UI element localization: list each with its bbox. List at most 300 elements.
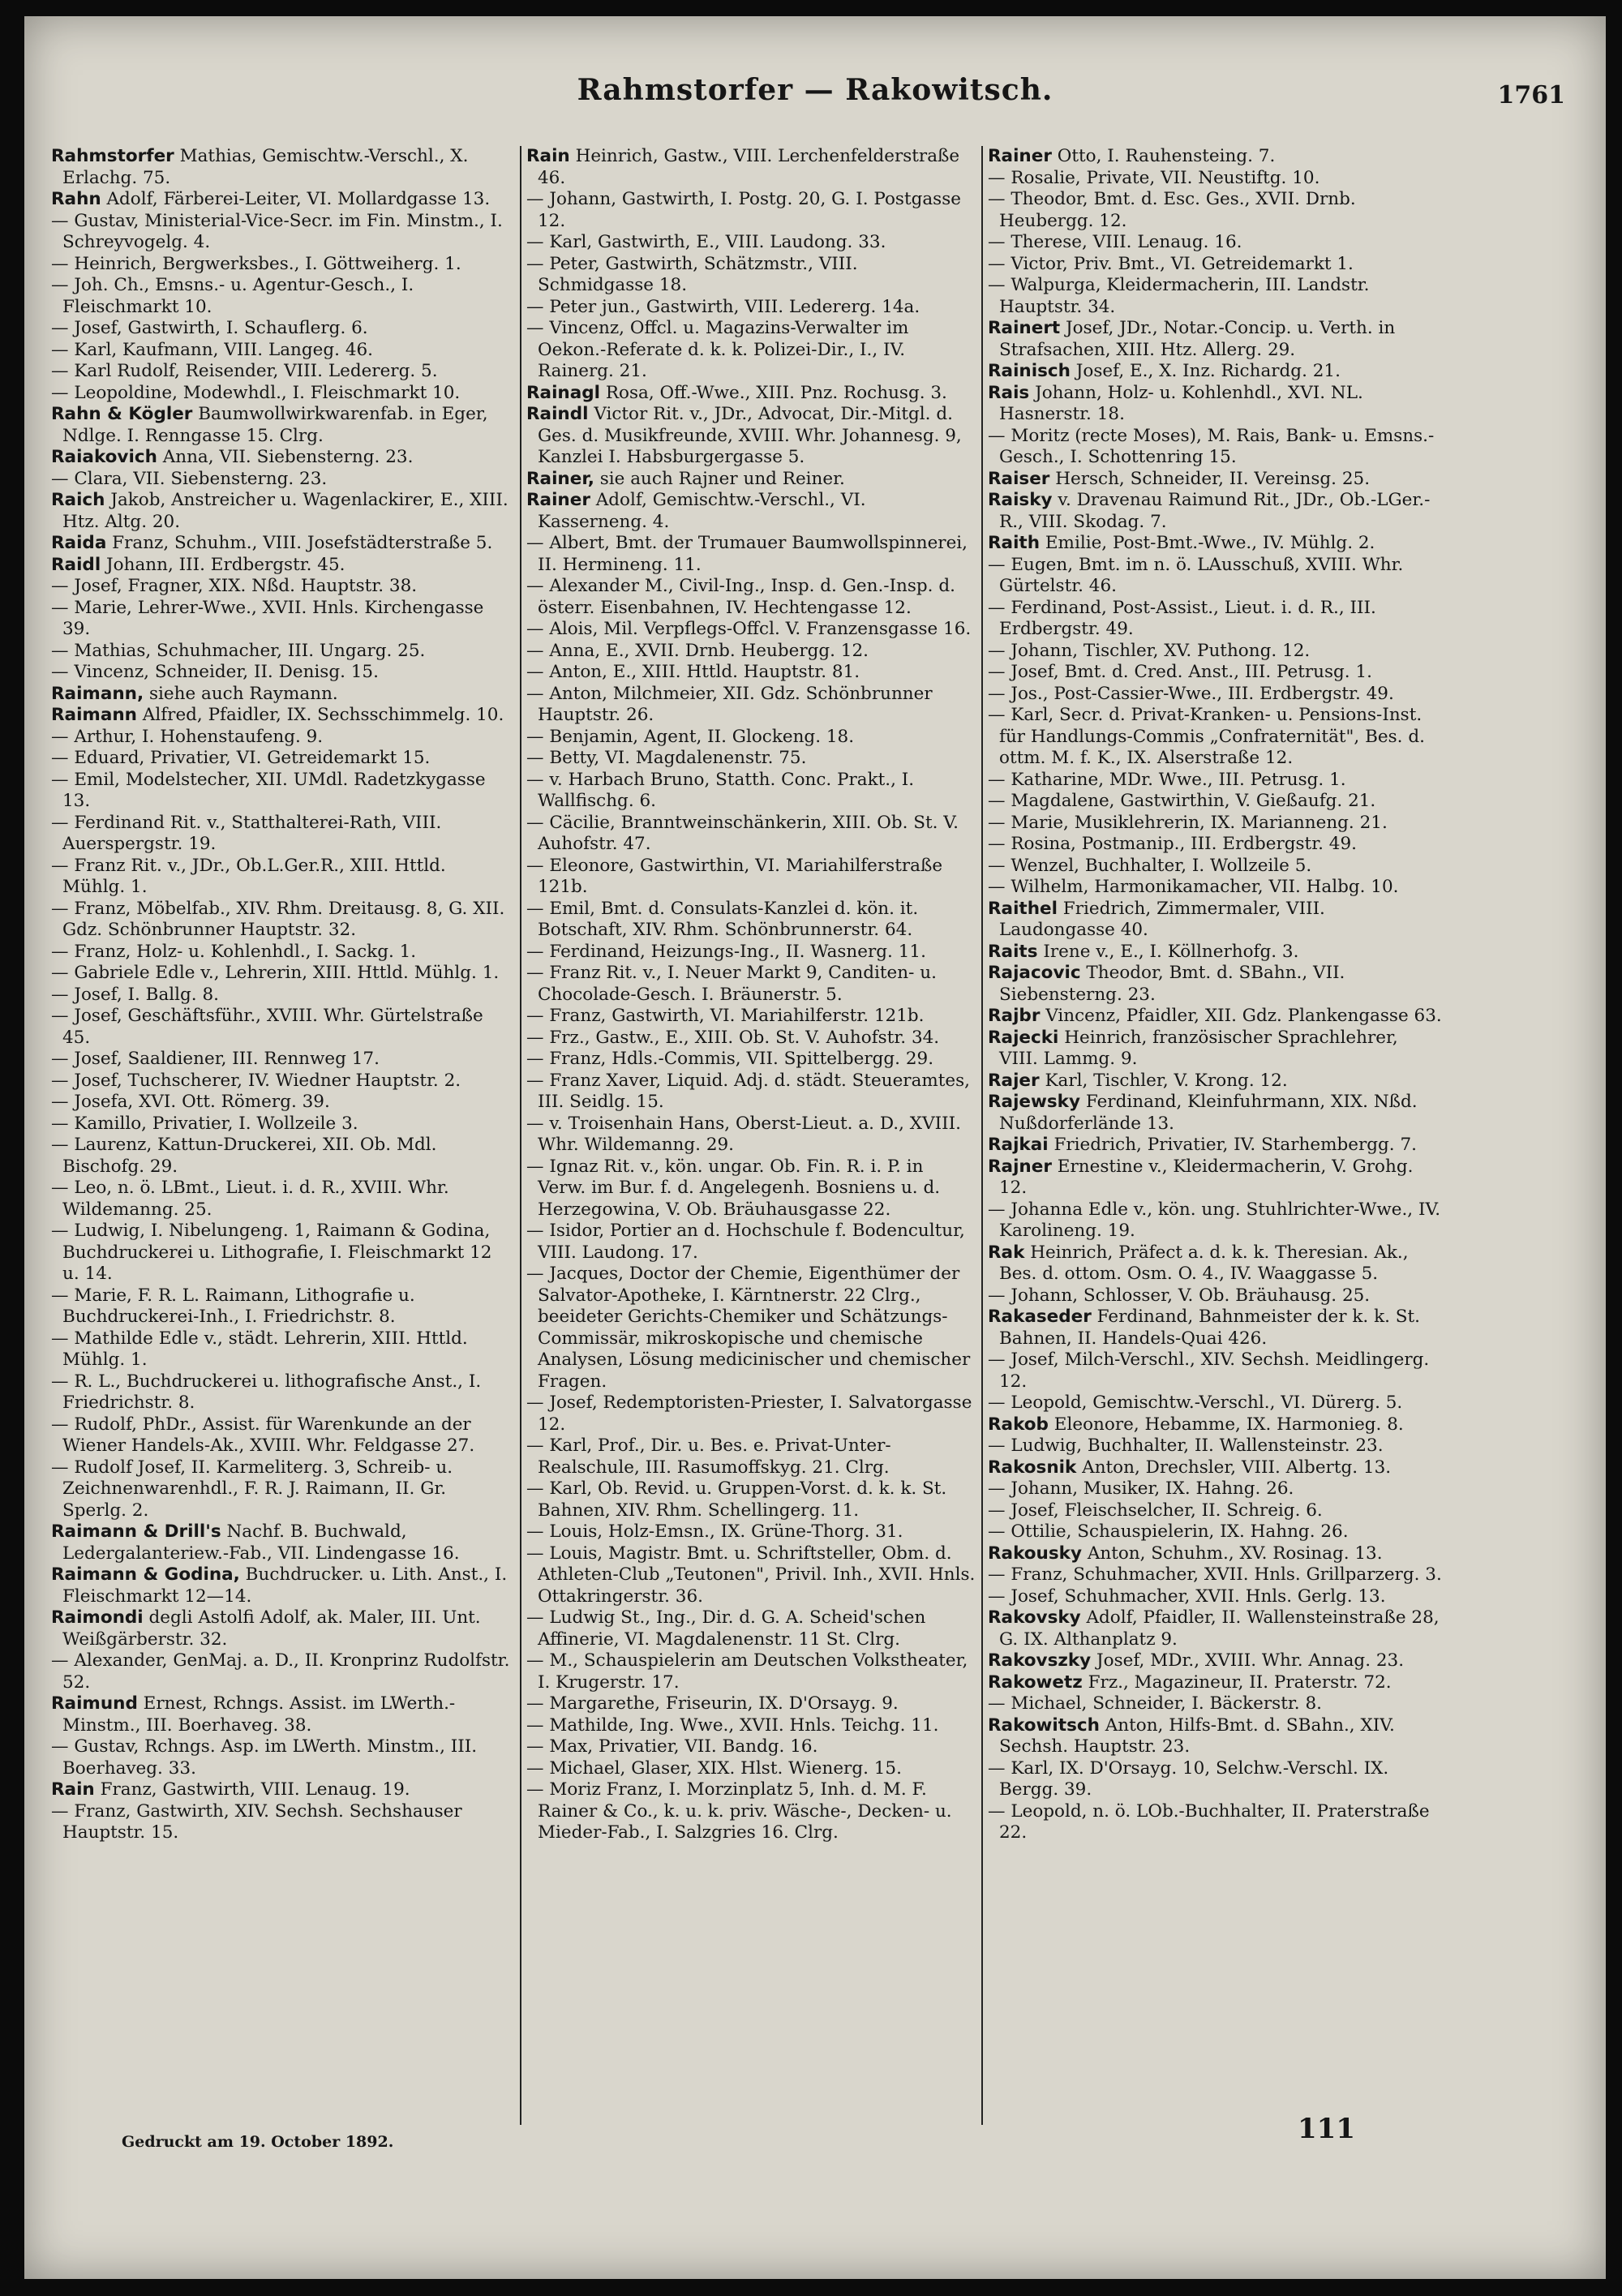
directory-entry xyxy=(988,1693,1442,1715)
directory-entry xyxy=(988,1478,1442,1500)
entry-details: — Emil, Bmt. d. Consulats-Kanzlei d. kön. it. Botschaft, XIV. Rhm. Schönbrunnerstr. 64. xyxy=(526,898,919,940)
directory-entry xyxy=(526,533,976,576)
entry-details: — Josefa, XVI. Ott. Römerg. 39. xyxy=(51,1092,330,1112)
directory-entry xyxy=(51,1285,512,1328)
entry-surname: Rajewsky xyxy=(988,1092,1080,1112)
directory-entry xyxy=(988,232,1442,254)
entry-details: — Ludwig, Buchhalter, II. Wallensteinstr. 23. xyxy=(988,1436,1384,1456)
directory-entry xyxy=(51,770,512,813)
entry-details: — Karl Rudolf, Reisender, VIII. Ledererg. 5. xyxy=(51,361,438,381)
entry-surname: Raidl xyxy=(51,554,101,575)
directory-entry xyxy=(526,1693,976,1715)
directory-entry xyxy=(988,1157,1442,1199)
directory-entry xyxy=(526,1521,976,1543)
entry-details: — Josef, Tuchscherer, IV. Wiedner Hauptstr. 2. xyxy=(51,1070,461,1091)
entry-surname: Rainisch xyxy=(988,361,1071,381)
directory-entry xyxy=(988,1521,1442,1543)
entry-details: — Michael, Schneider, I. Bäckerstr. 8. xyxy=(988,1693,1322,1714)
entry-surname: Raimann, xyxy=(51,683,144,704)
directory-entry xyxy=(51,555,512,577)
entry-details: — Michael, Glaser, XIX. Hlst. Wienerg. 15. xyxy=(526,1757,902,1779)
entry-details: — v. Troisenhain Hans, Oberst-Lieut. a. D., XVIII. Whr. Wildemanng. 29. xyxy=(526,1113,961,1155)
entry-details: — Ignaz Rit. v., kön. ungar. Ob. Fin. R. i. P. in Verw. im Bur. f. d. Angelegenh. Bosniens u. d. Herzegowina, V. Ob. Bräuhausgasse 22. xyxy=(526,1156,941,1220)
page-header xyxy=(24,73,1606,122)
entry-details: Ferdinand, Kleinfuhrmann, XIX. Nßd. Nußdorferlände 13. xyxy=(999,1092,1418,1134)
directory-entry xyxy=(51,1693,512,1736)
entry-details: — Magdalene, Gastwirthin, V. Gießaufg. 21. xyxy=(988,791,1376,811)
entry-surname: Raindl xyxy=(526,404,589,424)
directory-entry xyxy=(988,1543,1442,1565)
entry-details: — Leopold, Gemischtw.-Verschl., VI. Dürerg. 5. xyxy=(988,1393,1403,1413)
directory-entry xyxy=(988,942,1442,963)
entry-details: Anton, Drechsler, VIII. Albertg. 13. xyxy=(1076,1457,1392,1478)
directory-entry xyxy=(51,1414,512,1457)
directory-entry xyxy=(988,189,1442,232)
directory-entry xyxy=(51,1178,512,1221)
directory-entry xyxy=(526,469,976,491)
entry-details: — Josef, Gastwirth, I. Schauflerg. 6. xyxy=(51,318,368,338)
directory-entry xyxy=(988,254,1442,276)
entry-details: — Johann, Musiker, IX. Hahng. 26. xyxy=(988,1478,1294,1499)
directory-entry xyxy=(988,1307,1442,1350)
entry-details: — Wilhelm, Harmonikamacher, VII. Halbg. 10. xyxy=(988,877,1399,897)
entry-details: — Margarethe, Friseurin, IX. D'Orsayg. 9. xyxy=(526,1693,899,1714)
directory-entry xyxy=(988,1071,1442,1092)
entry-details: — Wenzel, Buchhalter, I. Wollzeile 5. xyxy=(988,855,1312,876)
entry-details: — M., Schauspielerin am Deutschen Volkstheater, I. Krugerstr. 17. xyxy=(526,1650,968,1693)
entry-surname: Raimund xyxy=(51,1693,138,1714)
directory-entry xyxy=(51,1049,512,1071)
entry-surname: Rahn & Kögler xyxy=(51,404,193,424)
directory-entry xyxy=(988,834,1442,856)
entry-surname: Raich xyxy=(51,490,105,510)
entry-details: — Franz, Schuhmacher, XVII. Hnls. Grillparzerg. 3. xyxy=(988,1564,1442,1585)
entry-surname: Raimann & Drill's xyxy=(51,1521,221,1542)
entry-details: — Franz, Gastwirth, XIV. Sechsh. Sechshauser Hauptstr. 15. xyxy=(51,1800,462,1843)
directory-entry xyxy=(988,1500,1442,1522)
directory-entry xyxy=(988,1092,1442,1135)
directory-entry xyxy=(51,490,512,533)
entry-surname: Rainagl xyxy=(526,382,601,403)
entry-surname: Rajkai xyxy=(988,1135,1049,1155)
entry-details: — Moriz Franz, I. Morzinplatz 5, Inh. d. M. F. Rainer & Co., k. u. k. priv. Wäsche-, Decken- u. Mieder-Fab., I. Salzgries 16. Clrg. xyxy=(526,1779,952,1843)
entry-details: — Franz Rit. v., I. Neuer Markt 9, Canditen- u. Chocolade-Gesch. I. Bräunerstr. 5. xyxy=(526,963,937,1005)
directory-entry xyxy=(51,1736,512,1779)
directory-entry xyxy=(526,146,976,189)
entry-details: — Albert, Bmt. der Trumauer Baumwollspinnerei, II. Hermineng. 11. xyxy=(526,533,968,575)
entry-surname: Rainer xyxy=(526,490,590,510)
entry-surname: Rakob xyxy=(988,1414,1049,1435)
directory-entry xyxy=(988,168,1442,190)
entry-details: siehe auch Raymann. xyxy=(144,683,338,704)
entry-details: — Gustav, Ministerial-Vice-Secr. im Fin. Minstm., I. Schreyvogelg. 4. xyxy=(51,210,503,252)
directory-entry xyxy=(51,1607,512,1650)
directory-entry xyxy=(51,1006,512,1049)
entry-details: — Louis, Magistr. Bmt. u. Schriftsteller, Obm. d. Athleten-Club „Teutonen", Privil. Inh., XVII. Hnls. Ottakringerstr. 36. xyxy=(526,1543,976,1607)
entry-surname: Rak xyxy=(988,1242,1025,1263)
directory-entry xyxy=(988,1801,1442,1844)
entry-details: v. Dravenau Raimund Rit., JDr., Ob.-LGer.-R., VIII. Skodag. 7. xyxy=(999,490,1431,532)
directory-entry xyxy=(526,1114,976,1157)
directory-entry xyxy=(51,383,512,405)
entry-details: Karl, Tischler, V. Krong. 12. xyxy=(1039,1070,1288,1091)
entry-details: Irene v., E., I. Köllnerhofg. 3. xyxy=(1037,941,1299,962)
entry-details: — Gustav, Rchngs. Asp. im LWerth. Minstm., III. Boerhaveg. 33. xyxy=(51,1736,478,1779)
entry-details: — Karl, IX. D'Orsayg. 10, Selchw.-Verschl. IX. Bergg. 39. xyxy=(988,1757,1389,1800)
entry-details: — Josef, Schuhmacher, XVII. Hnls. Gerlg. 13. xyxy=(988,1586,1386,1607)
entry-details: — Leo, n. ö. LBmt., Lieut. i. d. R., XVIII. Whr. Wildemanng. 25. xyxy=(51,1178,449,1220)
entry-details: — Louis, Holz-Emsn., IX. Grüne-Thorg. 31. xyxy=(526,1521,903,1542)
directory-entry xyxy=(988,1242,1442,1285)
entry-details: Friedrich, Zimmermaler, VIII. Laudongasse 40. xyxy=(999,898,1325,940)
entry-details: — Clara, VII. Siebensterng. 23. xyxy=(51,468,328,489)
entry-details: — Franz Xaver, Liquid. Adj. d. städt. Steueramtes, III. Seidlg. 15. xyxy=(526,1070,971,1112)
directory-entry xyxy=(51,1092,512,1114)
entry-surname: Rakosnik xyxy=(988,1457,1077,1478)
directory-entry xyxy=(526,748,976,770)
directory-entry xyxy=(988,1199,1442,1242)
entry-details: — Johann, Gastwirth, I. Postg. 20, G. I. Postgasse 12. xyxy=(526,189,961,231)
entry-details: — Ludwig St., Ing., Dir. d. G. A. Scheid'schen Affinerie, VI. Magdalenenstr. 11 St. Clrg. xyxy=(526,1607,926,1650)
entry-details: — Marie, Musiklehrerin, IX. Marianneng. 21. xyxy=(988,812,1388,833)
directory-entry xyxy=(526,1758,976,1780)
entry-details: Hersch, Schneider, II. Vereinsg. 25. xyxy=(1049,468,1371,489)
directory-entry xyxy=(51,533,512,555)
directory-page xyxy=(24,16,1606,2279)
entry-details: — Betty, VI. Magdalenenstr. 75. xyxy=(526,748,807,768)
entry-details: — Josef, Bmt. d. Cred. Anst., III. Petrusg. 1. xyxy=(988,662,1372,682)
directory-entry xyxy=(526,1436,976,1478)
entry-details: — Johann, Schlosser, V. Ob. Bräuhausg. 25. xyxy=(988,1285,1371,1306)
directory-entry xyxy=(988,1586,1442,1608)
directory-entry xyxy=(51,1779,512,1801)
entry-surname: Rajner xyxy=(988,1156,1052,1177)
directory-entry xyxy=(51,447,512,469)
directory-entry xyxy=(526,619,976,641)
entry-details: Ernestine v., Kleidermacherin, V. Grohg. 12. xyxy=(999,1156,1414,1198)
entry-details: — Anton, E., XIII. Httld. Hauptstr. 81. xyxy=(526,662,860,682)
directory-entry xyxy=(526,1221,976,1264)
entry-details: — Leopold, n. ö. LOb.-Buchhalter, II. Praterstraße 22. xyxy=(988,1800,1430,1843)
entry-details: Anna, VII. Siebensterng. 23. xyxy=(157,447,414,467)
directory-entry xyxy=(526,1715,976,1737)
entry-details: Otto, I. Rauhensteing. 7. xyxy=(1051,146,1276,166)
directory-entry xyxy=(988,963,1442,1006)
entry-surname: Raiakovich xyxy=(51,447,157,467)
directory-entry xyxy=(526,899,976,942)
entry-surname: Rajacovic xyxy=(988,963,1081,983)
directory-entry xyxy=(526,232,976,254)
entry-surname: Rainer xyxy=(988,146,1052,166)
directory-entry xyxy=(51,1801,512,1844)
directory-entry xyxy=(988,555,1442,598)
entry-details: — Alois, Mil. Verpflegs-Offcl. V. Franzensgasse 16. xyxy=(526,619,972,639)
directory-entry xyxy=(51,1328,512,1371)
print-date-note: Gedruckt am 19. October 1892. xyxy=(122,2133,394,2151)
entry-details: — Mathilde, Ing. Wwe., XVII. Hnls. Teichg. 11. xyxy=(526,1714,939,1736)
entry-surname: Rajecki xyxy=(988,1027,1059,1048)
directory-entry xyxy=(51,340,512,362)
entry-details: — Arthur, I. Hohenstaufeng. 9. xyxy=(51,726,324,747)
directory-entry xyxy=(51,1371,512,1414)
directory-entry xyxy=(51,576,512,598)
directory-entry xyxy=(988,146,1442,168)
directory-entry xyxy=(988,705,1442,770)
entry-details: Josef, MDr., XVIII. Whr. Annag. 23. xyxy=(1091,1650,1405,1671)
directory-entry xyxy=(988,1607,1442,1650)
entry-details: — Karl, Gastwirth, E., VIII. Laudong. 33. xyxy=(526,232,886,252)
directory-entry xyxy=(51,899,512,942)
directory-entry xyxy=(51,662,512,684)
directory-entry xyxy=(988,1715,1442,1758)
directory-entry xyxy=(51,1114,512,1135)
entry-surname: Rakousky xyxy=(988,1543,1082,1564)
column-3 xyxy=(981,146,1442,2125)
directory-entry xyxy=(526,1006,976,1028)
entry-details: Theodor, Bmt. d. SBahn., VII. Siebensterng. 23. xyxy=(999,963,1345,1005)
entry-details: Anton, Hilfs-Bmt. d. SBahn., XIV. Sechsh. Hauptstr. 23. xyxy=(999,1714,1395,1757)
directory-entry xyxy=(988,899,1442,942)
directory-entry xyxy=(988,813,1442,835)
directory-entry xyxy=(51,146,512,189)
entry-details: Josef, E., X. Inz. Richardg. 21. xyxy=(1070,361,1341,381)
entry-details: Frz., Magazineur, II. Praterstr. 72. xyxy=(1082,1672,1392,1693)
entry-details: — Rosina, Postmanip., III. Erdbergstr. 49. xyxy=(988,834,1357,854)
entry-details: — Franz, Gastwirth, VI. Mariahilferstr. 121b. xyxy=(526,1006,925,1026)
entry-details: — Emil, Modelstecher, XII. UMdl. Radetzkygasse 13. xyxy=(51,769,486,811)
entry-details: — v. Harbach Bruno, Statth. Conc. Prakt., I. Wallfischg. 6. xyxy=(526,769,915,811)
entry-details: — Mathias, Schuhmacher, III. Ungarg. 25. xyxy=(51,640,426,661)
entry-details: — Joh. Ch., Emsns.- u. Agentur-Gesch., I. Fleischmarkt 10. xyxy=(51,275,414,317)
entry-details: — Benjamin, Agent, II. Glockeng. 18. xyxy=(526,726,855,747)
entry-surname: Rahmstorfer xyxy=(51,146,174,166)
entry-details: Johann, III. Erdbergstr. 45. xyxy=(101,554,345,575)
entry-surname: Rajbr xyxy=(988,1006,1041,1026)
entry-details: — Josef, Fleischselcher, II. Schreig. 6. xyxy=(988,1500,1323,1521)
directory-entry xyxy=(526,1393,976,1436)
entry-details: Jakob, Anstreicher u. Wagenlackirer, E., XIII. Htz. Altg. 20. xyxy=(62,490,508,532)
entry-details: — Franz, Möbelfab., XIV. Rhm. Dreitausg. 8, G. XII. Gdz. Schönbrunner Hauptstr. 32. xyxy=(51,898,505,940)
directory-entry xyxy=(51,748,512,770)
directory-entry xyxy=(51,1221,512,1285)
directory-entry xyxy=(988,1672,1442,1694)
entry-details: — Max, Privatier, VII. Bandg. 16. xyxy=(526,1736,818,1757)
entry-details: Josef, JDr., Notar.-Concip. u. Verth. in Strafsachen, XIII. Htz. Allerg. 29. xyxy=(999,318,1396,360)
entry-details: — Therese, VIII. Lenaug. 16. xyxy=(988,232,1242,252)
entry-details: — Franz Rit. v., JDr., Ob.L.Ger.R., XIII. Httld. Mühlg. 1. xyxy=(51,855,446,897)
directory-entry xyxy=(51,727,512,749)
directory-entry xyxy=(526,576,976,619)
entry-details: — Ferdinand, Post-Assist., Lieut. i. d. R., III. Erdbergstr. 49. xyxy=(988,597,1376,639)
entry-surname: Rainer, xyxy=(526,468,594,489)
directory-entry xyxy=(988,469,1442,491)
entry-surname: Rahn xyxy=(51,189,101,209)
entry-surname: Rais xyxy=(988,382,1030,403)
directory-entry xyxy=(51,1135,512,1178)
entry-surname: Raithel xyxy=(988,898,1058,919)
entry-details: — Jacques, Doctor der Chemie, Eigenthümer der Salvator-Apotheke, I. Kärntnerstr. 22 Clrg., beeideter Gerichts-Chemiker und Schätzungs-Commissär, mikroskopische und chemische Analysen, Lösung medicinischer und chemischer Fragen. xyxy=(526,1264,971,1392)
entry-details: Anton, Schuhm., XV. Rosinag. 13. xyxy=(1081,1543,1383,1564)
entry-surname: Rakaseder xyxy=(988,1307,1092,1327)
entry-details: — Peter jun., Gastwirth, VIII. Ledererg. 14a. xyxy=(526,296,920,317)
directory-entry xyxy=(988,598,1442,641)
entry-details: — Anna, E., XVII. Drnb. Heubergg. 12. xyxy=(526,640,869,661)
entry-details: Alfred, Pfaidler, IX. Sechsschimmelg. 10. xyxy=(136,705,504,725)
entry-surname: Rakovsky xyxy=(988,1607,1081,1628)
directory-entry xyxy=(988,383,1442,426)
entry-details: Heinrich, Präfect a. d. k. k. Theresian. Ak., Bes. d. ottom. Osm. O. 4., IV. Waaggasse 5. xyxy=(999,1242,1409,1284)
directory-entry xyxy=(51,813,512,856)
directory-entry xyxy=(988,1564,1442,1586)
directory-entry xyxy=(988,1285,1442,1307)
entry-details: degli Astolfi Adolf, ak. Maler, III. Unt. Weißgärberstr. 32. xyxy=(62,1607,481,1650)
directory-entry xyxy=(988,361,1442,383)
entry-details: — Marie, Lehrer-Wwe., XVII. Hnls. Kirchengasse 39. xyxy=(51,597,484,639)
entry-details: Rosa, Off.-Wwe., XIII. Pnz. Rochusg. 3. xyxy=(600,382,947,403)
directory-entry xyxy=(988,275,1442,318)
directory-entry xyxy=(51,684,512,706)
directory-entry xyxy=(526,813,976,856)
directory-entry xyxy=(988,662,1442,684)
entry-details: — Franz, Hdls.-Commis, VII. Spittelbergg. 29. xyxy=(526,1049,934,1069)
directory-entry xyxy=(526,254,976,297)
directory-entry xyxy=(526,1607,976,1650)
entry-details: Baumwollwirkwarenfab. in Eger, Ndlge. I. Renngasse 15. Clrg. xyxy=(62,404,488,446)
entry-details: — Josef, Geschäftsführ., XVIII. Whr. Gürtelstraße 45. xyxy=(51,1006,483,1048)
directory-entry xyxy=(988,856,1442,878)
entry-details: — Rudolf Josef, II. Karmeliterg. 3, Schreib- u. Zeichnenwarenhdl., F. R. J. Raimann, II. Gr. Sperlg. 2. xyxy=(51,1457,453,1521)
entry-surname: Rakowitsch xyxy=(988,1714,1100,1736)
entry-details: Vincenz, Pfaidler, XII. Gdz. Plankengasse 63. xyxy=(1040,1006,1442,1026)
entry-surname: Raits xyxy=(988,941,1038,962)
entry-details: Adolf, Pfaidler, II. Wallensteinstraße 28, G. IX. Althanplatz 9. xyxy=(999,1607,1440,1650)
directory-entry xyxy=(988,318,1442,361)
entry-details: — Frz., Gastw., E., XIII. Ob. St. V. Auhofstr. 34. xyxy=(526,1027,940,1048)
entry-details: — Rosalie, Private, VII. Neustiftg. 10. xyxy=(988,167,1320,188)
directory-entry xyxy=(988,1457,1442,1479)
entry-surname: Raith xyxy=(988,533,1041,553)
entry-details: sie auch Rajner und Reiner. xyxy=(594,468,845,489)
entry-details: — Kamillo, Privatier, I. Wollzeile 3. xyxy=(51,1113,358,1134)
page-number: 1761 xyxy=(1497,81,1565,109)
entry-details: — R. L., Buchdruckerei u. lithografische Anst., I. Friedrichstr. 8. xyxy=(51,1371,482,1413)
signature-mark: 111 xyxy=(1298,2113,1355,2145)
entry-details: — Ottilie, Schauspielerin, IX. Hahng. 26. xyxy=(988,1521,1349,1542)
entry-details: — Josef, Redemptoristen-Priester, I. Salvatorgasse 12. xyxy=(526,1393,972,1435)
entry-surname: Rakovszky xyxy=(988,1650,1092,1671)
entry-details: — Ferdinand Rit. v., Statthalterei-Rath, VIII. Auerspergstr. 19. xyxy=(51,812,442,854)
entry-details: — Heinrich, Bergwerksbes., I. Göttweiherg. 1. xyxy=(51,253,461,274)
entry-details: Ferdinand, Bahnmeister der k. k. St. Bahnen, II. Handels-Quai 426. xyxy=(999,1307,1420,1349)
entry-surname: Raimann & Godina, xyxy=(51,1564,240,1585)
entry-details: — Karl, Prof., Dir. u. Bes. e. Privat-Unter-Realschule, III. Rasumoffskyg. 21. Clrg. xyxy=(526,1436,891,1478)
entry-details: — Victor, Priv. Bmt., VI. Getreidemarkt 1. xyxy=(988,253,1354,274)
entry-details: Mathias, Gemischtw.-Verschl., X. Erlachg. 75. xyxy=(62,146,469,188)
entry-details: Adolf, Gemischtw.-Verschl., VI. Kasserneng. 4. xyxy=(538,490,866,532)
entry-surname: Raida xyxy=(51,533,107,553)
entry-details: — Anton, Milchmeier, XII. Gdz. Schönbrunner Hauptstr. 26. xyxy=(526,683,933,725)
entry-surname: Raiser xyxy=(988,468,1050,489)
entry-details: Buchdrucker. u. Lith. Anst., I. Fleischmarkt 12—14. xyxy=(62,1564,508,1607)
entry-details: — Ludwig, I. Nibelungeng. 1, Raimann & Godina, Buchdruckerei u. Lithografie, I. Fleischmarkt 12 u. 14. xyxy=(51,1221,492,1284)
entry-details: — Ferdinand, Heizungs-Ing., II. Wasnerg. 11. xyxy=(526,941,926,962)
directory-entry xyxy=(51,1521,512,1564)
entry-surname: Rajer xyxy=(988,1070,1040,1091)
directory-entry xyxy=(988,533,1442,555)
directory-entry xyxy=(526,727,976,749)
entry-details: Friedrich, Privatier, IV. Starhembergg. 7. xyxy=(1048,1135,1417,1155)
directory-entry xyxy=(51,318,512,340)
column-1 xyxy=(51,146,512,2125)
entry-details: Ernest, Rchngs. Assist. im LWerth.-Minstm., III. Boerhaveg. 38. xyxy=(62,1693,456,1736)
directory-entry xyxy=(526,1650,976,1693)
entry-details: — Rudolf, PhDr., Assist. für Warenkunde an der Wiener Handels-Ak., XVIII. Whr. Feldgasse 27. xyxy=(51,1414,475,1456)
directory-entry xyxy=(51,963,512,985)
directory-entry xyxy=(51,1071,512,1092)
directory-entry xyxy=(526,490,976,533)
directory-entry xyxy=(526,297,976,319)
directory-entry xyxy=(526,641,976,663)
entry-details: — Laurenz, Kattun-Druckerei, XII. Ob. Mdl. Bischofg. 29. xyxy=(51,1135,437,1177)
entry-details: Heinrich, Gastw., VIII. Lerchenfelderstraße 46. xyxy=(538,146,960,188)
entry-details: — Karl, Secr. d. Privat-Kranken- u. Pensions-Inst. für Handlungs-Commis „Confraternität", Bes. d. ottm. M. f. K., IX. Alserstraße 12. xyxy=(988,705,1425,768)
entry-surname: Raimondi xyxy=(51,1607,144,1628)
directory-entry xyxy=(51,705,512,727)
directory-entry xyxy=(526,662,976,684)
directory-entry xyxy=(51,641,512,663)
directory-entry xyxy=(51,404,512,447)
directory-entry xyxy=(526,1028,976,1049)
entry-details: — Karl, Ob. Revid. u. Gruppen-Vorst. d. k. k. St. Bahnen, XIV. Rhm. Schellingerg. 11. xyxy=(526,1478,947,1521)
directory-entry xyxy=(526,1157,976,1221)
entry-surname: Rainert xyxy=(988,318,1061,338)
directory-entry xyxy=(988,426,1442,469)
entry-surname: Rakowetz xyxy=(988,1672,1083,1693)
directory-entry xyxy=(51,985,512,1006)
entry-details: — Vincenz, Schneider, II. Denisg. 15. xyxy=(51,662,379,682)
directory-entry xyxy=(526,404,976,469)
entry-details: Franz, Schuhm., VIII. Josefstädterstraße 5. xyxy=(106,533,493,553)
directory-entry xyxy=(988,641,1442,663)
entry-details: — Walpurga, Kleidermacherin, III. Landstr. Hauptstr. 34. xyxy=(988,275,1370,317)
entry-surname: Raisky xyxy=(988,490,1053,510)
entry-details: — Theodor, Bmt. d. Esc. Ges., XVII. Drnb. Heubergg. 12. xyxy=(988,189,1356,231)
entry-details: — Cäcilie, Branntweinschänkerin, XIII. Ob. St. V. Auhofstr. 47. xyxy=(526,812,959,854)
entry-details: Nachf. B. Buchwald, Ledergalanteriew.-Fab., VII. Lindengasse 16. xyxy=(62,1521,460,1564)
entry-details: — Jos., Post-Cassier-Wwe., III. Erdbergstr. 49. xyxy=(988,683,1394,704)
entry-details: — Eugen, Bmt. im n. ö. LAusschuß, XVIII. Whr. Gürtelstr. 46. xyxy=(988,554,1404,596)
directory-entry xyxy=(526,1071,976,1114)
entry-details: — Marie, F. R. L. Raimann, Lithografie u. Buchdruckerei-Inh., I. Friedrichstr. 8. xyxy=(51,1285,415,1327)
directory-entry xyxy=(51,275,512,318)
entry-details: — Mathilde Edle v., städt. Lehrerin, XIII. Httld. Mühlg. 1. xyxy=(51,1328,468,1370)
entry-details: Heinrich, französischer Sprachlehrer, VIII. Lammg. 9. xyxy=(999,1027,1398,1069)
entry-details: Victor Rit. v., JDr., Advocat, Dir.-Mitgl. d. Ges. d. Musikfreunde, XVIII. Whr. Johannesg. 9, Kanzlei I. Habsburgergasse 5. xyxy=(538,404,962,467)
directory-entry xyxy=(988,770,1442,792)
directory-entry xyxy=(51,254,512,276)
directory-entry xyxy=(51,856,512,899)
directory-entry xyxy=(526,942,976,963)
entry-details: — Josef, Milch-Verschl., XIV. Sechsh. Meidlingerg. 12. xyxy=(988,1350,1430,1392)
directory-entry xyxy=(988,1028,1442,1071)
entry-surname: Raimann xyxy=(51,705,137,725)
directory-entry xyxy=(51,189,512,211)
entry-details: — Gabriele Edle v., Lehrerin, XIII. Httld. Mühlg. 1. xyxy=(51,963,500,983)
entry-details: — Eduard, Privatier, VI. Getreidemarkt 15. xyxy=(51,748,431,768)
directory-entry xyxy=(988,490,1442,533)
directory-entry xyxy=(51,469,512,491)
directory-entry xyxy=(526,1543,976,1608)
